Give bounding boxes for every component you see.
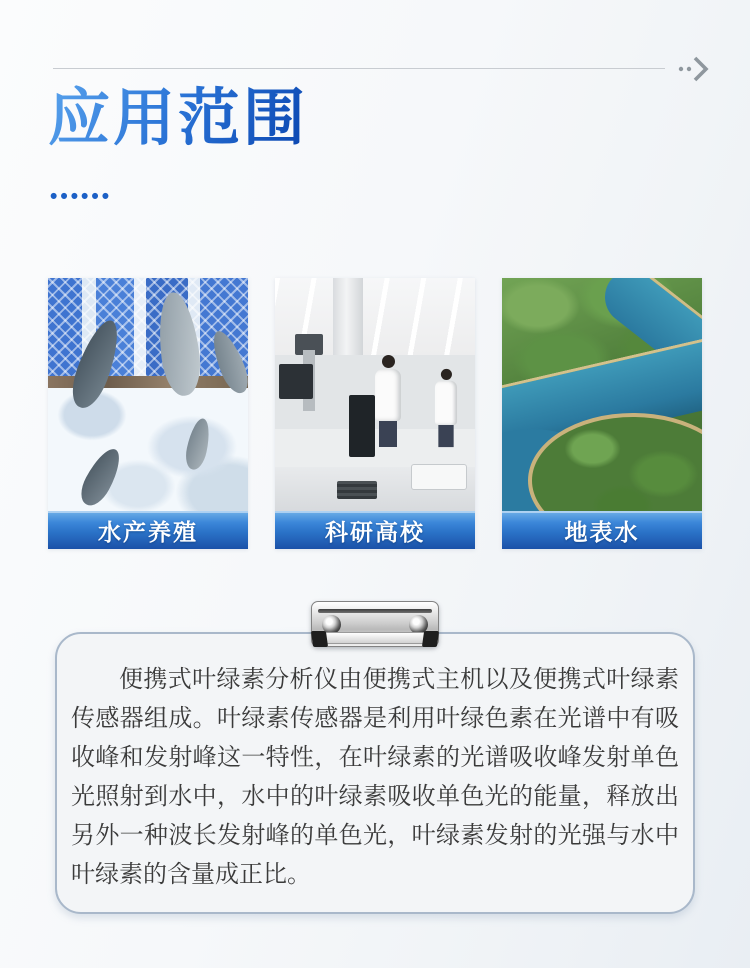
clip-slot [318,609,432,613]
photo-caption: 水产养殖 [48,511,248,549]
researcher-legs [438,425,453,447]
researcher-head [382,355,395,368]
section-divider [53,68,665,69]
lab-monitor [349,395,375,458]
clip-foot-right [422,631,439,647]
lab-researcher [375,355,401,447]
page-title: 应用范围 [48,84,308,155]
lab-keyboard [337,481,377,500]
gallery-card-surface-water [502,278,702,549]
gallery-card-aquaculture [48,278,248,549]
researcher-head [440,369,451,380]
researcher-coat [375,369,401,421]
title-dots: •••••• [50,185,113,208]
description-box [55,632,695,914]
clip-foot-left [311,631,328,647]
clip-lever-bar [316,632,434,644]
researcher-legs [379,421,397,447]
dots-chevron-right-icon [676,53,714,85]
photo-caption: 地表水 [502,511,702,549]
surface-water-photo [502,278,702,511]
clipboard-clip-icon [311,601,439,647]
description-text: 便携式叶绿素分析仪由便携式主机以及便携式叶绿素传感器组成。叶绿素传感器是利用叶绿色素在光谱中有吸收峰和发射峰这一特性，在叶绿素的光谱吸收峰发射单色光照射到水中，水中的叶绿素吸收单色光的能量，释放出另外一种波长发射峰的单色光，叶绿素发射的光强与水中叶绿素的含量成正比。 [71,666,679,888]
application-gallery [48,278,704,549]
researcher-coat [435,381,457,425]
lab-control-device [411,464,467,490]
gallery-card-laboratory [275,278,475,549]
laboratory-photo [275,278,475,511]
aquaculture-photo [48,278,248,511]
lab-researcher [435,369,457,447]
photo-caption: 科研高校 [275,511,475,549]
lab-monitor [279,364,313,399]
